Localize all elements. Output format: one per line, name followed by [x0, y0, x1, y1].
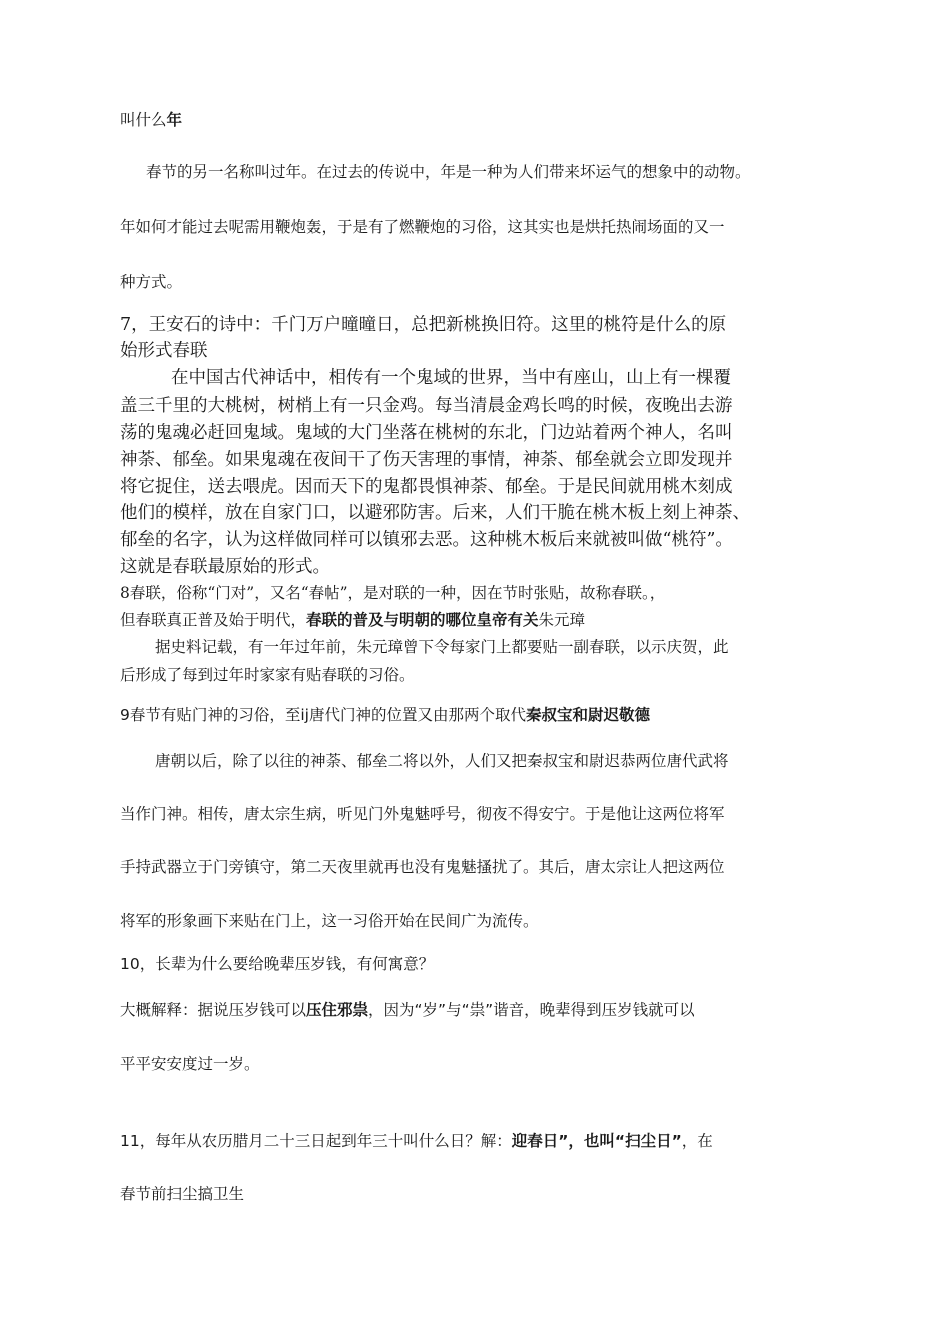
section-7-answer-line-6: 他们的模样，放在自家门口，以避邪防害。后来，人们干脆在桃木板上刻上神荼、 — [120, 503, 750, 523]
section-9-paragraph-line-2: 当作门神。相传，唐太宗生病，听见门外鬼魅呼号，彻夜不得安宁。于是他让这两位将军 — [120, 805, 725, 823]
section-10-answer-pre: 大概解释：据说压岁钱可以 — [120, 1001, 307, 1019]
section-8-question-line-1: 8春联，俗称“门对”，又名“春帖”，是对联的一种，因在节时张贴，故称春联。， — [120, 584, 666, 602]
section-8-answer-line-1: 据史料记载，有一年过年前，朱元璋曾下令每家门上都要贴一副春联，以示庆贺，此 — [155, 638, 729, 656]
section-6-paragraph-line-3: 种方式。 — [120, 273, 183, 291]
section-7-answer-line-5: 将它捉住，送去喂虎。因而天下的鬼都畏惧神荼、郁垒。于是民间就用桃木刻成 — [120, 477, 733, 497]
section-11-answer: 春节前扫尘搞卫生 — [120, 1185, 245, 1203]
section-9-question — [120, 706, 650, 725]
section-7-answer-line-7: 郁垒的名字，认为这样做同样可以镇邪去恶。这种桃木板后来就被叫做“桃符”。 — [120, 530, 733, 550]
section-9-question-answer: 秦叔宝和尉迟敬德 — [525, 706, 650, 724]
section-7-answer-line-2: 盖三千里的大桃树，树梢上有一只金鸡。每当清晨金鸡长鸣的时候，夜晚出去游 — [120, 396, 733, 416]
section-10-answer-line-1 — [120, 1001, 695, 1020]
section-7-question-line-2: 始形式春联 — [120, 341, 208, 361]
section-8-question-part-b: 春联的普及与明朝的哪位皇帝有关 — [306, 610, 539, 629]
section-7-answer-line-4: 神荼、郁垒。如果鬼魂在夜间干了伤天害理的事情，神荼、郁垒就会立即发现并 — [120, 450, 733, 470]
section-8-answer-part-a: 后形成了 — [120, 666, 183, 684]
section-7-answer-line-3: 荡的鬼魂必赶回鬼域。鬼域的大门坐落在桃树的东北，门边站着两个神人，名叫 — [120, 423, 733, 443]
section-11-question-answer: 迎春日”，也叫“扫尘日” — [511, 1132, 682, 1150]
section-8-question-part-a: 但春联真正普及始于明代， — [120, 611, 307, 629]
section-7-answer-line-8: 这就是春联最原始的形式。 — [120, 557, 330, 577]
section-6-paragraph-line-2: 年如何才能过去呢需用鞭炮轰，于是有了燃鞭炮的习俗，这其实也是烘托热闹场面的又一 — [120, 218, 725, 236]
section-9-question-text: 9春节有贴门神的习俗，至ij唐代门神的位置又由那两个取代 — [120, 706, 526, 724]
section-10-answer-line-2: 平平安安度过一岁。 — [120, 1055, 260, 1073]
section-11-question-tail: ，在 — [681, 1132, 713, 1150]
section-7-question-line-1: 7，王安石的诗中：千门万户曈曈日，总把新桃换旧符。这里的桃符是什么的原 — [120, 315, 727, 335]
section-9-paragraph-line-4: 将军的形象画下来贴在门上，这一习俗开始在民间广为流传。 — [120, 912, 539, 930]
section-11-question — [120, 1132, 713, 1151]
section-10-question: 10，长辈为什么要给晚辈压岁钱，有何寓意？ — [120, 955, 435, 973]
section-10-answer-bold: 压住邪祟 — [306, 1001, 369, 1019]
section-10-answer-post: ，因为“岁”与“祟”谐音，晚辈得到压岁钱就可以 — [368, 1001, 695, 1019]
section-11-question-text: 11，每年从农历腊月二十三日起到年三十叫什么日？解： — [120, 1132, 512, 1150]
section-8-answer-line-2 — [120, 666, 415, 685]
section-8-question-line-2 — [120, 611, 585, 630]
section-7-answer-line-1: 在中国古代神话中，相传有一个鬼域的世界，当中有座山，山上有一棵覆 — [171, 368, 731, 388]
section-6-title-text: 叫什么 — [120, 111, 167, 129]
section-8-answer-name: 朱元璋 — [538, 611, 586, 629]
section-8-answer-part-b: 每到过年时家家有贴春联的习俗。 — [182, 666, 415, 684]
section-6-title — [120, 111, 182, 130]
section-9-paragraph-line-1: 唐朝以后，除了以往的神荼、郁垒二将以外，人们又把秦叔宝和尉迟恭两位唐代武将 — [155, 752, 729, 770]
section-6-title-bold: 年 — [166, 111, 183, 129]
section-9-paragraph-line-3: 手持武器立于门旁镇守，第二天夜里就再也没有鬼魅搔扰了。其后，唐太宗让人把这两位 — [120, 858, 725, 876]
section-6-paragraph-line-1: 春节的另一名称叫过年。在过去的传说中，年是一种为人们带来坏运气的想象中的动物。 — [146, 163, 751, 181]
